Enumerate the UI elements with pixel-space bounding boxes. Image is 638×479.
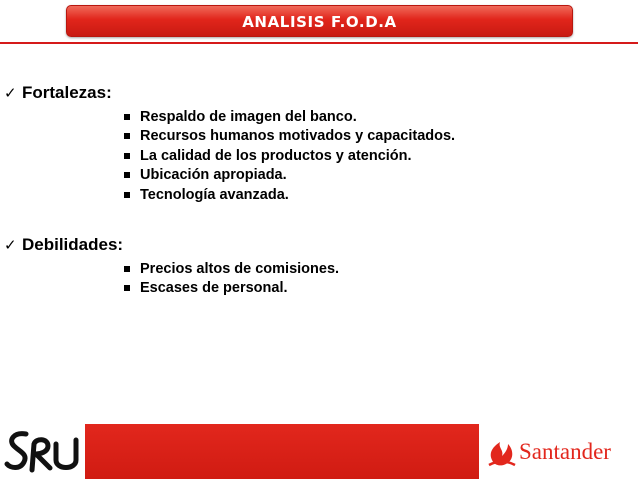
list-item-text: Tecnología avanzada. — [140, 186, 289, 203]
flame-icon — [488, 438, 516, 468]
square-bullet-icon — [124, 153, 130, 159]
square-bullet-icon — [124, 114, 130, 120]
list-item — [124, 107, 455, 127]
sru-logo — [4, 426, 84, 476]
title-bar — [66, 5, 573, 37]
list-item-text: Respaldo de imagen del banco. — [140, 108, 357, 125]
header-rule — [0, 42, 638, 44]
list-item-text: Precios altos de comisiones. — [140, 260, 340, 277]
list-item-text: Escases de personal. — [140, 280, 288, 297]
section-heading-label: Fortalezas: — [22, 83, 112, 102]
footer-band — [0, 424, 638, 479]
page-title: ANALISIS F.O.D.A — [242, 13, 397, 31]
list-item-text: Ubicación apropiada. — [140, 167, 287, 184]
square-bullet-icon — [124, 172, 130, 178]
list-item — [124, 166, 455, 186]
santander-logo — [479, 424, 638, 479]
square-bullet-icon — [124, 133, 130, 139]
list-item — [124, 127, 455, 147]
square-bullet-icon — [124, 192, 130, 198]
debilidades-list — [124, 259, 339, 298]
list-item — [124, 185, 455, 205]
list-item — [124, 259, 339, 279]
checkmark-icon: ✓ — [4, 237, 17, 254]
brand-name: Santander — [519, 439, 611, 464]
section-heading-debilidades — [4, 235, 123, 255]
list-item-text: La calidad de los productos y atención. — [140, 147, 412, 164]
checkmark-icon: ✓ — [4, 85, 17, 102]
square-bullet-icon — [124, 285, 130, 291]
list-item-text: Recursos humanos motivados y capacitados. — [140, 128, 456, 145]
section-heading-fortalezas — [4, 83, 112, 103]
list-item — [124, 146, 455, 166]
section-heading-label: Debilidades: — [22, 235, 124, 254]
list-item — [124, 279, 339, 299]
fortalezas-list — [124, 107, 455, 205]
square-bullet-icon — [124, 266, 130, 272]
